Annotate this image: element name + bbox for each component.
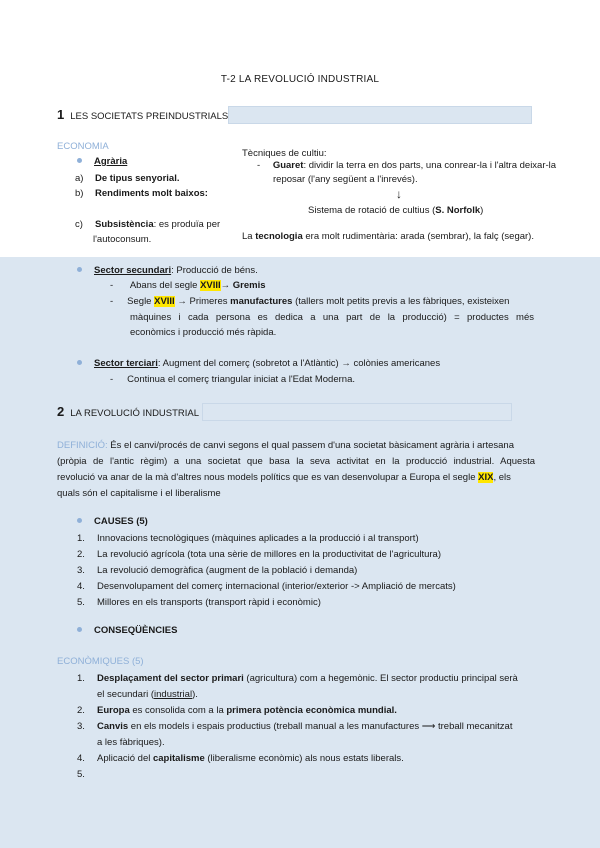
marker: 5. (77, 597, 85, 608)
section1-heading (57, 107, 228, 122)
eco1-line2-post: ). (192, 689, 198, 700)
secundari-item (77, 265, 258, 276)
dash: - (110, 280, 114, 291)
def-line3-pre: revolució va anar de la mà d'altres nous models polítics que es van desenvolupar a Europa el segle (57, 472, 479, 483)
tech-pre: La (242, 231, 256, 242)
causes-heading (77, 516, 148, 527)
marker: a) (75, 173, 84, 184)
arrow-down-icon: ↓ (396, 187, 402, 201)
terciari-item (77, 358, 440, 369)
section1-number: 1 (57, 107, 65, 122)
dash: - (110, 374, 114, 385)
cause-text: Desenvolupament del comerç internacional (interior/exterior -> Ampliació de mercats) (97, 581, 456, 592)
agraria-item (77, 156, 127, 167)
terciari-sub (110, 374, 355, 385)
sub2-arrow: → Primeres (174, 296, 231, 307)
norfolk-label: S. Norfolk (435, 205, 481, 216)
guaret-item (257, 160, 556, 171)
sub2-line3: econòmics i producció més ràpida. (130, 327, 277, 338)
subsistencia-label: Subsistència (95, 219, 154, 230)
secundari-sub1 (110, 280, 266, 291)
def-line1: És el canvi/procés de canvi segons el qual passem d'una societat bàsicament agrària i artesana (107, 440, 514, 451)
marker: 5. (77, 769, 85, 780)
guaret-text: : dividir la terra en dos parts, una conrear-la i l'altra deixar-la (303, 160, 557, 171)
list-item (77, 703, 535, 719)
list-item (77, 719, 535, 735)
eco1-bold: Desplaçament del sector primari (97, 673, 244, 684)
manufactures-label: manufactures (230, 296, 293, 307)
section2-number: 2 (57, 404, 65, 419)
section2-heading (57, 404, 199, 419)
bullet-icon (77, 267, 82, 272)
marker: 2. (77, 549, 85, 560)
list-item (77, 547, 456, 563)
section1-title: LES SOCIETATS PREINDUSTRIALS (70, 111, 229, 122)
eco1-rest: (agricultura) com a hegemònic. El sector productiu principal serà (243, 673, 518, 684)
century-xviii: XVIII (154, 296, 175, 307)
item-text: De tipus senyorial. (95, 173, 180, 184)
guaret-line2: reposar (l'any següent a l'inrevés). (273, 174, 418, 185)
list-item (77, 767, 535, 783)
def-line3-post: , els (493, 472, 511, 483)
marker: 4. (77, 753, 85, 764)
section2-title-box (202, 403, 512, 421)
marker: c) (75, 219, 83, 230)
definicio-label: DEFINICIÓ: (57, 440, 108, 451)
sub2-pre: Segle (127, 296, 155, 307)
eco1-line2-pre: el secundari ( (97, 689, 155, 700)
list-item (77, 531, 456, 547)
eco4-bold: capitalisme (152, 753, 205, 764)
def-line4: quals són el capitalisme i el liberalisme (57, 488, 221, 499)
marker: b) (75, 188, 84, 199)
cause-text: La revolució agrícola (tota una sèrie de millores en la productivitat de l'agricultura) (97, 549, 441, 560)
tecnologia-text (242, 231, 534, 242)
economia-label: ECONOMIA (57, 141, 109, 152)
bullet-icon (77, 627, 82, 632)
tecnologia-label: tecnologia (255, 231, 303, 242)
terciari-label: Sector terciari (94, 358, 158, 369)
causes-list (77, 531, 456, 611)
gremis-label: Gremis (232, 280, 266, 291)
sub2-rest: (tallers molt petits previs a les fàbriques, existeixen (292, 296, 510, 307)
list-item-c (75, 219, 235, 245)
rotation-post: ) (480, 205, 484, 216)
list-item (77, 751, 535, 767)
sub2-line2: màquines i cada persona es dedica a una part de la producció) = productes més (130, 312, 534, 323)
consequencies-label: CONSEQÜÈNCIES (94, 625, 178, 636)
eco3-rest: en els models i espais productius (treball manual a les manufactures ⟶ treball mecanitzat (128, 721, 513, 732)
economiques-list (77, 671, 535, 783)
bullet-icon (77, 518, 82, 523)
marker: 4. (77, 581, 85, 592)
secundari-sub2 (110, 296, 534, 338)
def-line2: (pròpia de l'antic règim) a una societat que basa la seva activitat en la producció industrial. Aquesta (57, 456, 535, 467)
eco2-bold: primera potència econòmica mundial. (226, 705, 397, 716)
marker: 3. (77, 721, 85, 732)
section1-title-box (228, 106, 532, 124)
tecniques-heading: Tècniques de cultiu: (242, 148, 327, 159)
section2-title: LA REVOLUCIÓ INDUSTRIAL (70, 408, 200, 419)
secundari-text: : Producció de béns. (171, 265, 258, 276)
bullet-icon (77, 360, 82, 365)
marker: 1. (77, 533, 85, 544)
eco1-industrial: industrial (154, 689, 193, 700)
causes-label: CAUSES (5) (94, 516, 148, 527)
list-item (77, 579, 456, 595)
agraria-label: Agrària (94, 156, 128, 167)
item-text: Rendiments molt baixos: (95, 188, 208, 199)
eco2-europa: Europa (97, 705, 130, 716)
dash: - (257, 160, 261, 171)
eco3-bold: Canvis (97, 721, 129, 732)
definition-paragraph (57, 438, 535, 502)
subsistencia-text: : es produïa per (153, 219, 221, 230)
marker: 3. (77, 565, 85, 576)
tech-post: era molt rudimentària: arada (sembrar), la falç (segar). (302, 231, 534, 242)
eco3-line2: a les fàbriques). (97, 737, 165, 748)
list-item (77, 671, 535, 687)
sub1-pre: Abans del segle (129, 280, 201, 291)
cause-text: Innovacions tecnològiques (màquines aplicades a la producció i al transport) (97, 533, 419, 544)
dash: - (110, 296, 114, 307)
subsistencia-line2: l'autoconsum. (93, 234, 152, 245)
cause-text: Millores en els transports (transport ràpid i econòmic) (97, 597, 321, 608)
marker: 1. (77, 673, 85, 684)
sub1-arrow: → (220, 280, 233, 291)
eco4-pre: Aplicació del (97, 753, 153, 764)
marker: 2. (77, 705, 85, 716)
eco1-line2 (97, 687, 535, 703)
terciari-text: : Augment del comerç (sobretot a l'Atlàntic) → colònies americanes (157, 358, 441, 369)
rotation-pre: Sistema de rotació de cultius ( (308, 205, 436, 216)
list-item (77, 563, 456, 579)
eco2-mid: es consolida com a la (129, 705, 227, 716)
document-title: T-2 LA REVOLUCIÓ INDUSTRIAL (220, 74, 380, 85)
bullet-icon (77, 158, 82, 163)
list-item-a (75, 173, 179, 184)
economiques-label: ECONÒMIQUES (5) (57, 656, 144, 667)
rotation-text (308, 205, 483, 216)
consequencies-heading (77, 625, 177, 636)
list-item (77, 595, 456, 611)
cause-text: La revolució demogràfica (augment de la població i demanda) (97, 565, 358, 576)
secundari-label: Sector secundari (94, 265, 172, 276)
terciari-sub-text: Continua el comerç triangular iniciat a l'Edat Moderna. (127, 374, 355, 385)
eco4-post: (liberalisme econòmic) als nous estats liberals. (204, 753, 404, 764)
guaret-label: Guaret (272, 160, 304, 171)
century-xviii: XVIII (200, 280, 221, 291)
list-item-b (75, 188, 208, 199)
century-xix: XIX (478, 472, 494, 483)
